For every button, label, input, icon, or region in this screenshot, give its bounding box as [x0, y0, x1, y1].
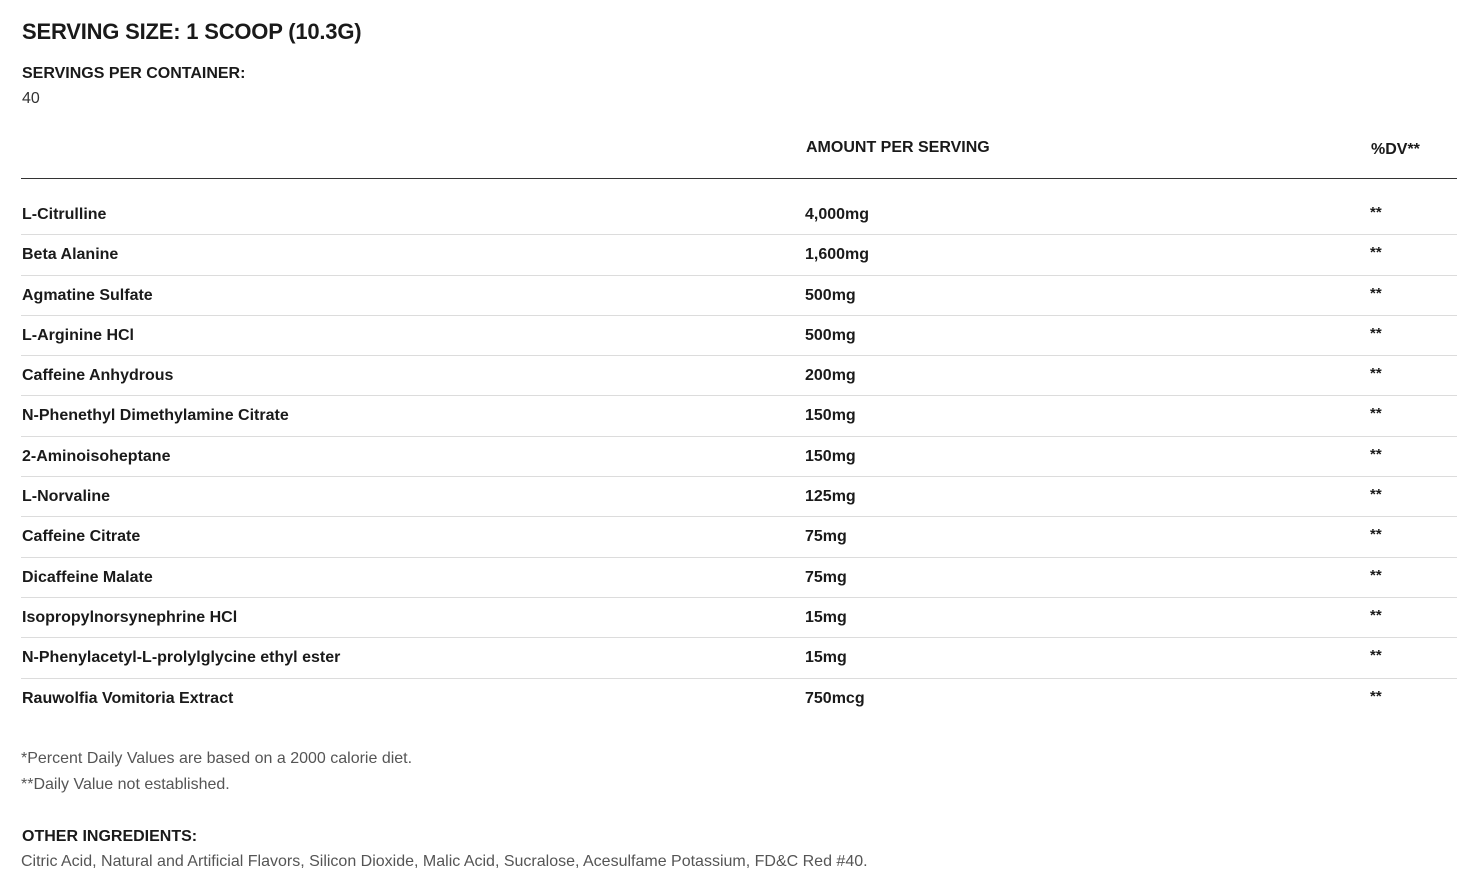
ingredient-dv: **: [1370, 606, 1382, 624]
ingredient-dv: **: [1370, 405, 1382, 423]
ingredient-dv: **: [1370, 647, 1382, 665]
daily-value-header: %DV**: [1371, 141, 1420, 158]
ingredient-name: Agmatine Sulfate: [22, 286, 153, 304]
table-row: [21, 316, 1457, 356]
other-ingredients-list: Citric Acid, Natural and Artificial Flavors, Silicon Dioxide, Malic Acid, Sucralose, Acesulfame Potassium, FD&C Red #40.: [21, 853, 868, 870]
ingredient-amount: 200mg: [805, 367, 856, 385]
ingredient-dv: **: [1370, 324, 1382, 342]
ingredient-name: L-Citrulline: [22, 206, 107, 223]
ingredient-dv: **: [1370, 526, 1382, 544]
table-row: [21, 517, 1457, 557]
ingredient-name: N-Phenylacetyl-L-prolylglycine ethyl ester: [22, 649, 341, 667]
table-row: [21, 235, 1457, 275]
ingredient-dv: **: [1370, 566, 1382, 584]
ingredient-name: L-Norvaline: [22, 488, 111, 506]
footnote-percent-daily-values: *Percent Daily Values are based on a 2000 calorie diet.: [21, 750, 413, 767]
table-row: [21, 356, 1457, 396]
ingredient-name: Rauwolfia Vomitoria Extract: [22, 689, 234, 707]
ingredient-amount: 75mg: [805, 568, 847, 586]
ingredient-dv: **: [1370, 284, 1382, 302]
ingredient-name: N-Phenethyl Dimethylamine Citrate: [22, 407, 289, 425]
ingredient-dv: **: [1370, 204, 1382, 221]
ingredient-amount: 500mg: [805, 326, 856, 344]
table-row: [21, 638, 1457, 678]
ingredient-name: Isopropylnorsynephrine HCl: [22, 608, 238, 626]
ingredient-name: L-Arginine HCl: [22, 326, 134, 344]
table-row: [21, 276, 1457, 316]
ingredient-amount: 75mg: [805, 528, 847, 546]
ingredient-amount: 500mg: [805, 286, 856, 304]
table-row: [21, 477, 1457, 517]
servings-per-container-label: SERVINGS PER CONTAINER:: [22, 65, 246, 82]
table-row: [21, 396, 1457, 436]
ingredient-dv: **: [1370, 486, 1382, 504]
ingredient-name: Dicaffeine Malate: [22, 568, 153, 586]
ingredient-name: Caffeine Anhydrous: [22, 367, 174, 385]
ingredient-name: Caffeine Citrate: [22, 528, 141, 546]
table-row: [21, 195, 1457, 235]
ingredient-dv: **: [1370, 365, 1382, 383]
serving-size-heading: SERVING SIZE: 1 SCOOP (10.3G): [22, 19, 362, 44]
ingredient-amount: 15mg: [805, 649, 847, 667]
ingredients-table: [21, 195, 1457, 719]
ingredient-amount: 125mg: [805, 488, 856, 506]
ingredient-amount: 4,000mg: [805, 206, 870, 223]
table-row: [21, 598, 1457, 638]
amount-per-serving-header: AMOUNT PER SERVING: [806, 139, 990, 156]
ingredient-dv: **: [1370, 244, 1382, 262]
ingredient-amount: 1,600mg: [805, 246, 870, 264]
footnote-daily-value-not-established: **Daily Value not established.: [21, 776, 230, 793]
header-divider: [21, 178, 1457, 179]
ingredient-amount: 150mg: [805, 407, 856, 425]
ingredient-name: 2-Aminoisoheptane: [22, 447, 171, 465]
table-row: [21, 558, 1457, 598]
ingredient-amount: 15mg: [805, 608, 847, 626]
servings-per-container-value: 40: [22, 90, 40, 107]
other-ingredients-label: OTHER INGREDIENTS:: [22, 828, 198, 845]
ingredient-dv: **: [1370, 445, 1382, 463]
ingredient-amount: 750mcg: [805, 689, 865, 707]
ingredient-amount: 150mg: [805, 447, 856, 465]
table-row: [21, 679, 1457, 719]
ingredient-name: Beta Alanine: [22, 246, 119, 264]
table-row: [21, 437, 1457, 477]
ingredient-dv: **: [1370, 687, 1382, 705]
